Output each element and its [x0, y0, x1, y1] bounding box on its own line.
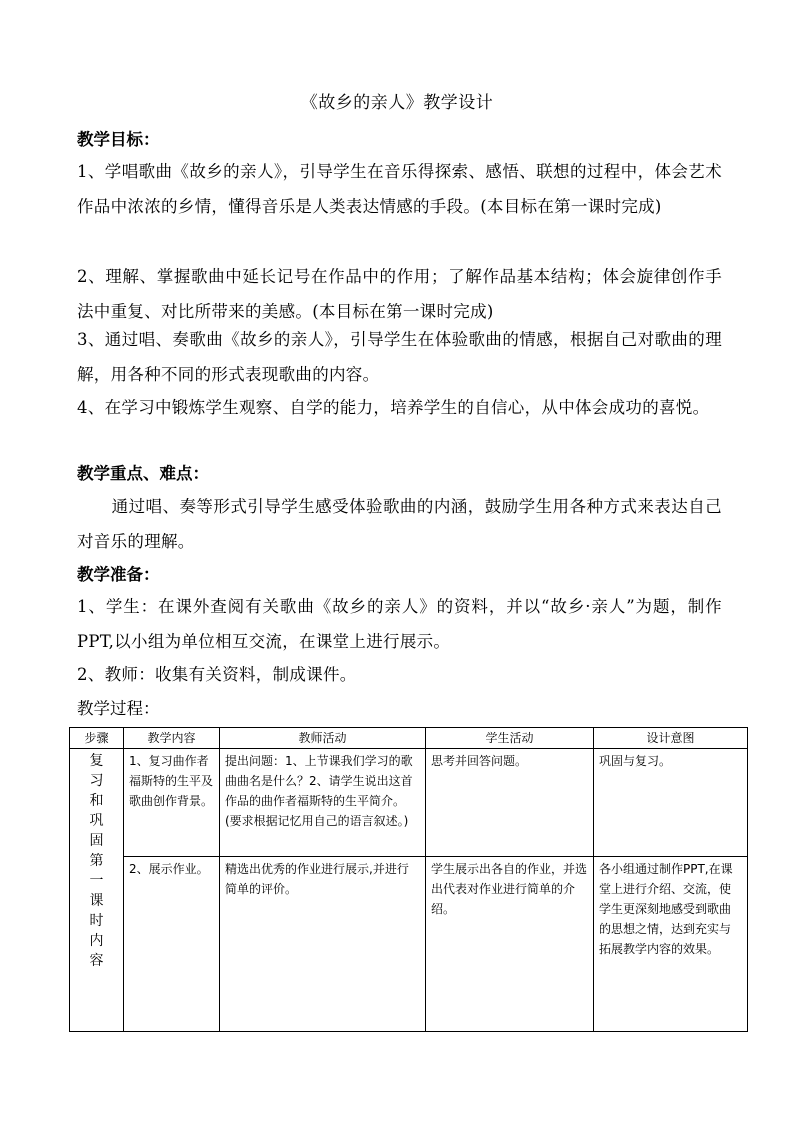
design-intent-cell: 巩固与复习。: [594, 749, 748, 857]
table-header-row: [70, 728, 748, 749]
header-step: 步骤: [70, 728, 124, 749]
design-intent-cell: 各小组通过制作PPT,在课堂上进行介绍、交流，使学生更深刻地感受到歌曲的思想之情，达到充实与拓展教学内容的效果。: [594, 857, 748, 1032]
document-title: 《故乡的亲人》教学设计: [300, 93, 494, 113]
table-row: [70, 749, 748, 857]
step-cell: [70, 749, 124, 1032]
objective-item-4: 4、在学习中锻炼学生观察、自学的能力，培养学生的自信心，从中体会成功的喜悦。: [77, 398, 710, 417]
content-cell: 1、复习曲作者福斯特的生平及歌曲创作背景。: [124, 749, 220, 857]
student-activity-cell: 思考并回答问题。: [426, 749, 594, 857]
teaching-process-table: [69, 727, 748, 1032]
student-activity-cell: 学生展示出各自的作业，并选出代表对作业进行简单的介绍。: [426, 857, 594, 1032]
objectives-heading: 教学目标：: [77, 130, 160, 149]
step-label: 复习和巩固第一课时内容: [89, 753, 104, 969]
table-row: [70, 857, 748, 1032]
header-student-activity: 学生活动: [426, 728, 594, 749]
header-design-intent: 设计意图: [594, 728, 748, 749]
teacher-activity-cell: 提出问题：1、上节课我们学习的歌曲曲名是什么？2、请学生说出这首作品的曲作者福斯特的生平简介。(要求根据记忆用自己的语言叙述。): [220, 749, 426, 857]
objective-item-3: 3、通过唱、奏歌曲《故乡的亲人》，引导学生在体验歌曲的情感，根据自己对歌曲的理解，用各种不同的形式表现歌曲的内容。: [77, 330, 722, 384]
header-content: 教学内容: [124, 728, 220, 749]
key-points-heading: 教学重点、难点：: [77, 464, 209, 483]
preparation-heading: 教学准备：: [77, 565, 160, 584]
key-points-text: 通过唱、奏等形式引导学生感受体验歌曲的内涵，鼓励学生用各种方式来表达自己对音乐的理解。: [77, 497, 722, 551]
objective-item-1: 1、学唱歌曲《故乡的亲人》，引导学生在音乐得探索、感悟、联想的过程中，体会艺术作品中浓浓的乡情，懂得音乐是人类表达情感的手段。(本目标在第一课时完成): [77, 162, 722, 216]
objective-item-2: 2、理解、掌握歌曲中延长记号在作品中的作用；了解作品基本结构；体会旋律创作手法中重复、对比所带来的美感。(本目标在第一课时完成): [77, 267, 722, 321]
teacher-activity-cell: 精选出优秀的作业进行展示,并进行简单的评价。: [220, 857, 426, 1032]
preparation-item-1: 1、学生：在课外查阅有关歌曲《故乡的亲人》的资料，并以“故乡·亲人”为题，制作PPT,以小组为单位相互交流，在课堂上进行展示。: [77, 597, 722, 651]
process-heading: 教学过程：: [77, 699, 160, 718]
header-teacher-activity: 教师活动: [220, 728, 426, 749]
content-cell: 2、展示作业。: [124, 857, 220, 1032]
preparation-item-2: 2、教师：收集有关资料，制成课件。: [77, 665, 357, 684]
